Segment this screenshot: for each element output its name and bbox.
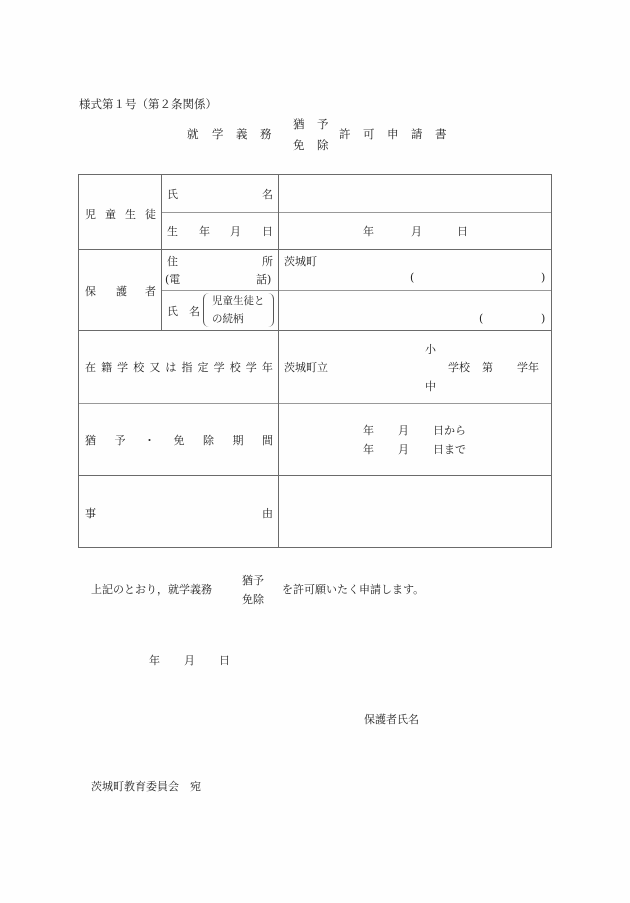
title-choice-top: 猶: [293, 117, 305, 131]
guardian-signature-label: 保護者氏名: [364, 713, 419, 726]
guardian-name-relation-field[interactable]: [279, 291, 551, 330]
student-group-label: 生: [125, 208, 136, 221]
school-label-char: 学: [245, 361, 257, 374]
to-year: 年: [363, 443, 374, 456]
period-label-char: 免: [173, 434, 185, 447]
title-char: 請: [411, 127, 423, 141]
addressee: 茨城町教育委員会 宛: [91, 780, 201, 793]
to-day: 日まで: [433, 443, 466, 456]
school-label-char: 指: [181, 361, 193, 374]
birthdate-label: 月: [230, 225, 241, 238]
address-label: 住: [167, 255, 178, 268]
student-name-label: 氏: [167, 188, 178, 201]
from-year: 年: [363, 424, 374, 437]
school-label-char: 在: [85, 361, 96, 374]
guardian-group-label: 護: [116, 285, 127, 298]
to-month: 月: [398, 443, 409, 456]
student-name-field[interactable]: [279, 175, 551, 212]
date-month: 月: [184, 654, 195, 667]
school-label-char: 又: [149, 361, 161, 374]
title-char: 務: [260, 127, 272, 141]
phone-paren-open: (: [410, 271, 415, 284]
statement-prefix: 上記のとおり，就学義務: [91, 583, 212, 596]
title-char: 学: [212, 127, 224, 141]
title-char: 就: [187, 127, 199, 141]
birth-day-unit: 日: [457, 225, 468, 238]
from-month: 月: [398, 424, 409, 437]
guardian-group-label: 者: [145, 285, 156, 298]
reason-label: 由: [262, 507, 273, 520]
school-label-char: 校: [133, 361, 145, 374]
school-label-char: は: [165, 361, 177, 374]
school-label-char: 定: [197, 361, 209, 374]
address-label: 所: [262, 255, 273, 268]
period-label-char: 期: [232, 434, 244, 447]
birth-year-unit: 年: [363, 225, 374, 238]
date-year: 年: [149, 654, 160, 667]
birth-month-unit: 月: [411, 225, 422, 238]
student-group-label: 童: [105, 208, 116, 221]
from-day: 日から: [433, 424, 466, 437]
guardian-name-label: 名: [189, 305, 200, 318]
phone-label: (電: [165, 273, 181, 286]
period-label-char: 除: [203, 434, 214, 447]
table-border-left: [78, 174, 79, 548]
date-day: 日: [219, 654, 230, 667]
relation-label: の続柄: [212, 313, 244, 325]
school-word: 学校: [448, 361, 470, 374]
school-label-char: 学: [213, 361, 225, 374]
school-field[interactable]: [279, 331, 551, 403]
period-label-char: 間: [262, 434, 273, 447]
title-choice-bottom: 免: [293, 138, 305, 152]
period-label-char: 猶: [85, 434, 96, 447]
address-value: 茨城町: [284, 255, 317, 268]
guardian-group-label: 保: [85, 285, 96, 298]
birthdate-field[interactable]: [279, 213, 551, 249]
school-label: [85, 359, 273, 375]
birthdate-label: 年: [199, 225, 210, 238]
school-option-elementary: 小: [425, 343, 436, 356]
phone-label: 話): [256, 273, 272, 286]
title-char: 申: [387, 127, 399, 141]
guardian-signature-field[interactable]: [425, 706, 545, 726]
title-char: 許: [339, 127, 351, 141]
reason-label: 事: [85, 507, 96, 520]
student-name-label: 名: [262, 188, 273, 201]
guardian-name-label: 氏: [167, 305, 178, 318]
title-char: 可: [363, 127, 375, 141]
address-phone-field[interactable]: [279, 250, 551, 290]
school-label-char: 年: [261, 361, 273, 374]
reason-field[interactable]: [279, 476, 551, 547]
relation-paren-close: ): [541, 312, 546, 325]
period-label: [85, 432, 273, 448]
phone-paren-close: ): [541, 271, 546, 284]
period-label-char: 予: [114, 434, 126, 447]
table-border-right: [551, 174, 552, 548]
period-label-char: ・: [144, 434, 155, 447]
school-label-char: 学: [117, 361, 129, 374]
student-group-label: 徒: [145, 208, 156, 221]
statement-suffix: を許可願いたく申請します。: [282, 583, 425, 596]
title-choice-top: 予: [317, 117, 329, 131]
table-divider: [161, 174, 162, 330]
table-border-bottom: [78, 547, 552, 548]
title-char: 書: [435, 127, 447, 141]
title-choice-bottom: 除: [317, 138, 329, 152]
relation-paren-open: (: [479, 312, 484, 325]
relation-label: 児童生徒と: [212, 295, 265, 307]
statement-choice-top: 猶予: [242, 574, 264, 587]
title-char: 義: [236, 127, 248, 141]
student-group-label: 児: [85, 208, 96, 221]
grade-suffix: 学年: [517, 361, 539, 374]
school-label-char: 籍: [101, 361, 113, 374]
period-field[interactable]: [279, 404, 551, 475]
grade-prefix: 第: [482, 361, 493, 374]
form-number: 様式第１号（第２条関係）: [79, 97, 217, 111]
school-prefix: 茨城町立: [284, 361, 328, 374]
birthdate-label: 日: [262, 225, 273, 238]
school-label-char: 校: [229, 361, 241, 374]
statement-choice-bottom: 免除: [242, 593, 264, 606]
birthdate-label: 生: [167, 225, 178, 238]
school-option-junior-high: 中: [425, 380, 436, 393]
